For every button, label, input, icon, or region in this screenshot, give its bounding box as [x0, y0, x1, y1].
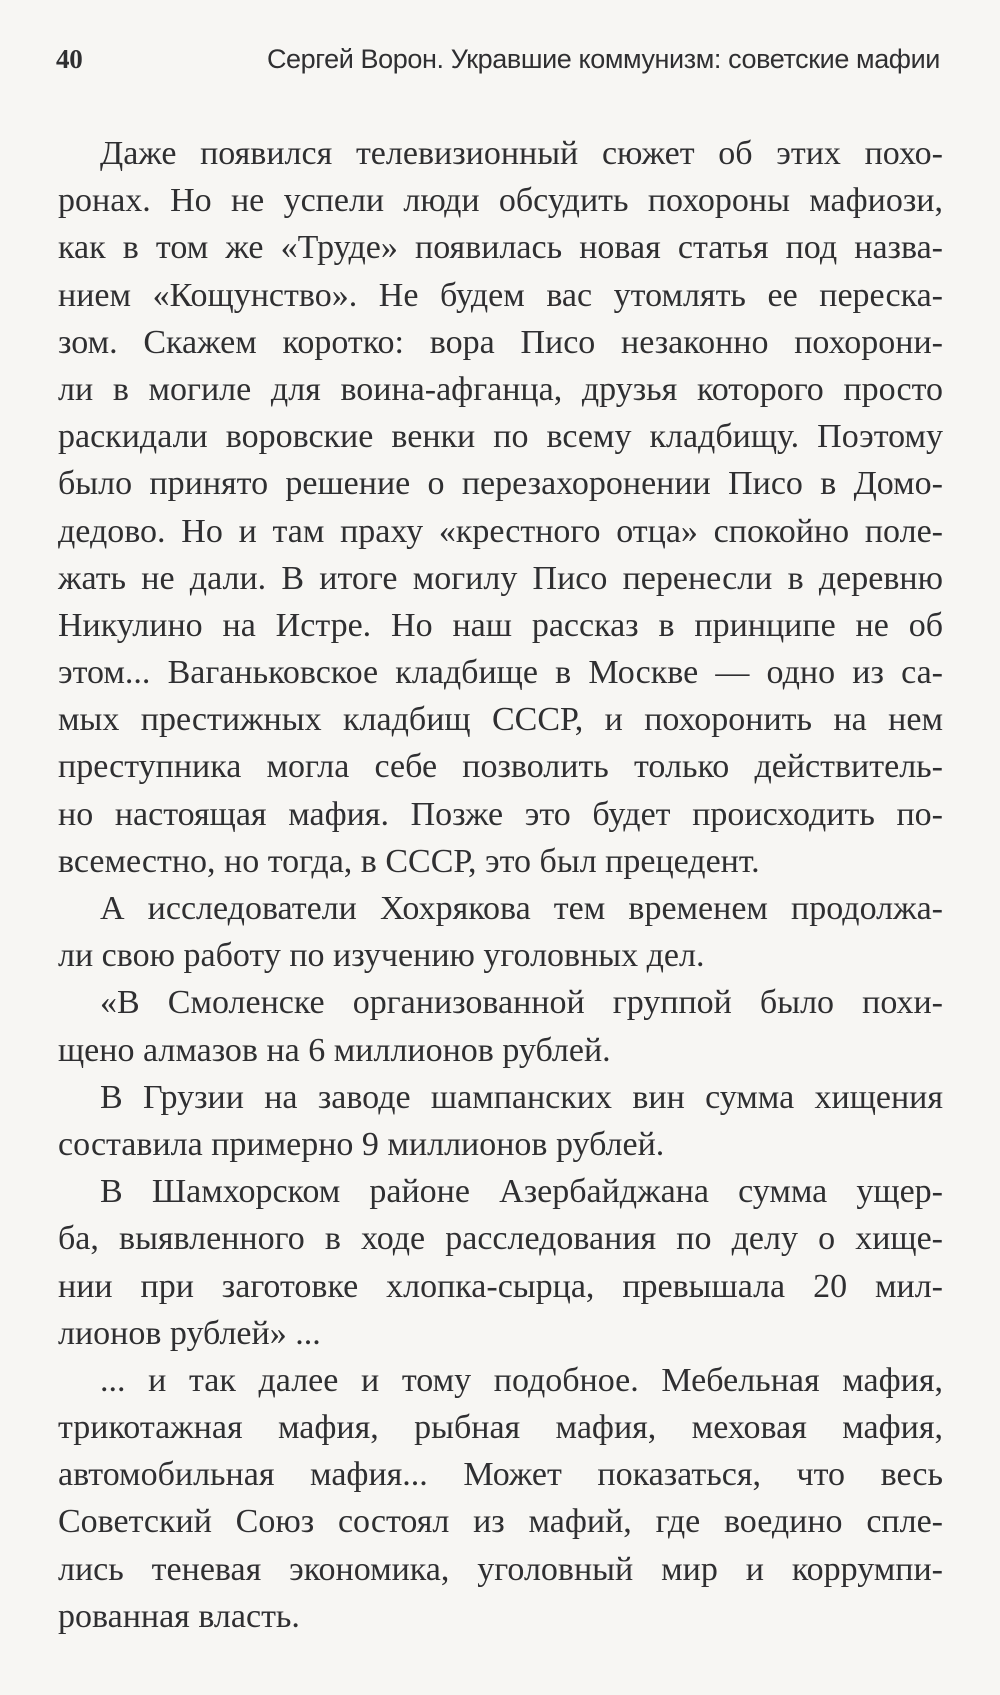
text-line: нии при заготовке хлопка-сырца, превышала 20 мил-	[58, 1267, 943, 1305]
text-line: трикотажная мафия, рыбная мафия, меховая мафия,	[58, 1409, 943, 1447]
text-line: ба, выявленного в ходе расследования по делу о хище-	[58, 1220, 943, 1258]
text-line: В Грузии на заводе шампанских вин сумма хищения	[100, 1078, 943, 1116]
text-line: рованная власть.	[58, 1597, 300, 1635]
paragraph	[58, 1074, 943, 1168]
page-header	[56, 38, 940, 82]
body-text	[58, 130, 943, 1640]
page-number: 40	[56, 44, 83, 74]
text-line: преступника могла себе позволить только действитель-	[58, 748, 943, 786]
text-line: зом. Скажем коротко: вора Писо незаконно похорони-	[58, 323, 943, 361]
text-line: автомобильная мафия... Может показаться, что весь	[58, 1456, 943, 1494]
paragraph	[58, 885, 943, 979]
text-line: лионов рублей» ...	[58, 1314, 321, 1352]
running-title: Сергей Ворон. Укравшие коммунизм: советские мафии	[266, 44, 940, 74]
text-line: Никулино на Истре. Но наш рассказ в принципе не об	[58, 606, 943, 644]
text-line: А исследователи Хохрякова тем временем продолжа-	[100, 890, 943, 927]
text-line: нием «Кощунство». Не будем вас утомлять ее переска-	[58, 276, 943, 314]
paragraph	[58, 1357, 943, 1640]
text-line: «В Смоленске организованной группой было похи-	[100, 984, 943, 1022]
text-line: Даже появился телевизионный сюжет об этих похо-	[100, 135, 943, 172]
text-line: но настоящая мафия. Позже это будет происходить по-	[58, 795, 943, 833]
text-line: ли свою работу по изучению уголовных дел.	[58, 937, 705, 975]
text-line: дедово. Но и там праху «крестного отца» спокойно поле-	[58, 512, 943, 550]
text-line: Советский Союз состоял из мафий, где воедино спле-	[58, 1503, 943, 1541]
text-line: щено алмазов на 6 миллионов рублей.	[58, 1031, 611, 1069]
text-line: ронах. Но не успели люди обсудить похороны мафиози,	[58, 182, 943, 220]
text-line: раскидали воровские венки по всему кладбищу. Поэтому	[58, 418, 943, 456]
text-line: мых престижных кладбищ СССР, и похоронить на нем	[58, 701, 943, 739]
text-line: как в том же «Труде» появилась новая статья под назва-	[58, 229, 943, 267]
text-line: жать не дали. В итоге могилу Писо перенесли в деревню	[58, 559, 943, 597]
text-line: было принято решение о перезахоронении Писо в Домо-	[58, 465, 943, 503]
paragraph	[58, 1168, 943, 1357]
text-line: этом... Ваганьковское кладбище в Москве — одно из са-	[58, 654, 943, 692]
text-line: В Шамхорском районе Азербайджана сумма ущер-	[100, 1173, 943, 1211]
paragraph	[58, 979, 943, 1073]
text-line: всеместно, но тогда, в СССР, это был прецедент.	[58, 842, 760, 880]
text-line: лись теневая экономика, уголовный мир и коррумпи-	[58, 1550, 943, 1588]
text-line: составила примерно 9 миллионов рублей.	[58, 1125, 665, 1163]
text-line: ... и так далее и тому подобное. Мебельная мафия,	[100, 1361, 943, 1399]
paragraph	[58, 130, 943, 885]
text-line: ли в могиле для воина-афганца, друзья которого просто	[58, 370, 943, 408]
